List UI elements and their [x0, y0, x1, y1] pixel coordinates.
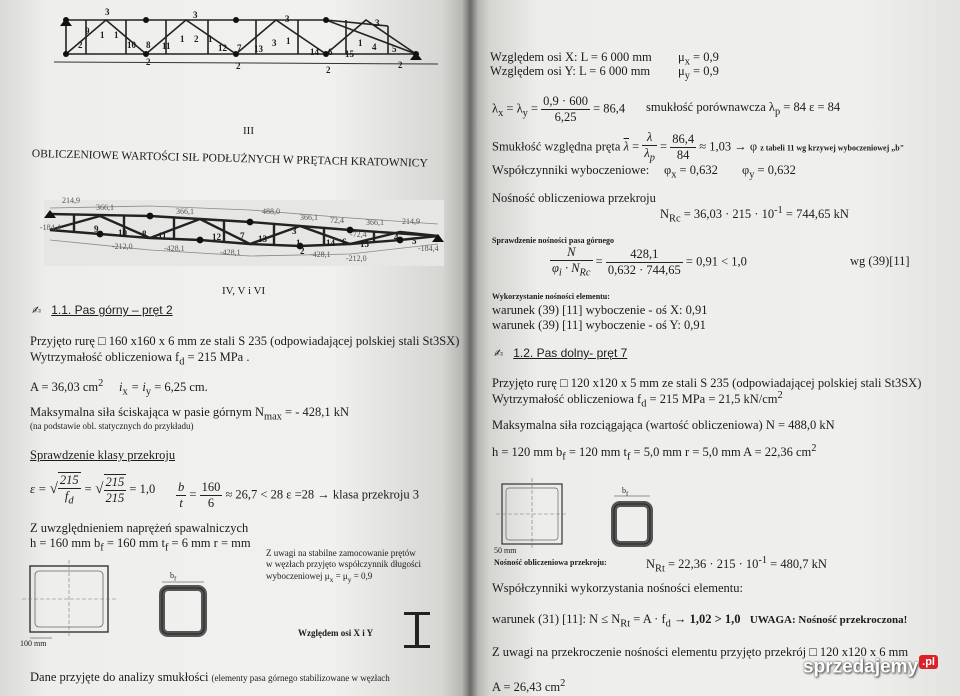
- exceed-line: Z uwagi na przekroczenie nośności elementu przyjęto przekrój □ 120 x120 x 6 mm: [492, 645, 909, 659]
- area-line-2: A = 26,43 $cm^2$: [492, 678, 566, 695]
- nrt-formula: $N_{Rt} = 22,36 \cdot 215 \cdot 10^{-1} = 480,7$ kN: [646, 555, 827, 575]
- force-label: 366,1: [300, 213, 318, 222]
- member-label: 12: [212, 232, 221, 242]
- truss1-bottom-label: 2: [146, 57, 151, 67]
- truss1-web-label: 1: [114, 30, 119, 40]
- truss1-web-label: 4: [372, 42, 377, 52]
- phi-x: $\varphi_x = 0,632$: [664, 163, 718, 181]
- force-label: -212,0: [346, 254, 367, 263]
- truss1-web-label: 1: [286, 36, 291, 46]
- member-label: 3: [292, 226, 297, 236]
- dims-line-2: h = 120 mm $b_f = 120$ mm $t_f = 5,0$ mm r = 5,0 mm A = 22,36 $cm^2$: [492, 443, 817, 463]
- truss1-top-label: 3: [105, 7, 110, 17]
- strength-line: Wytrzymałość obliczeniowa $f_d = 215$ MPa .: [30, 350, 250, 368]
- axis-x-line: Względem osi X: L = 6 000 mm: [490, 50, 652, 64]
- i-beam-icon: [402, 608, 432, 652]
- section-heading: ✍ 1.1. Pas górny – pręt 2: [32, 303, 173, 317]
- slenderness-data-line: Dane przyjęte do analizy smukłości (elementy pasa górnego stabilizowane w węzłach: [30, 670, 390, 684]
- check-formula: $\frac{N}{\varphi_i \cdot N_{Rc}}$ = $\frac{428,1}{0,632 \cdot 744,65}$ = 0,91 < 1,0: [552, 245, 747, 279]
- force-label: 366,1: [96, 203, 114, 212]
- force-label: -184,4: [40, 223, 61, 232]
- area-line: A = 36,03 $cm^2$ $i_x = i_y = 6,25$ cm.: [30, 378, 208, 398]
- member-label: 7: [240, 231, 245, 241]
- dims-line: h = 160 mm $b_f = 160$ mm $t_f = 6$ mm r = mm: [30, 536, 251, 554]
- truss1-web-label: 14: [310, 47, 319, 57]
- figure-caption: IV, V i VI: [222, 285, 266, 297]
- book-gutter: [462, 0, 478, 696]
- lambda-formula: $\lambda_x = \lambda_y$ = $\frac{0,9 \cdot 600}{6,25}$ = 86,4: [492, 94, 626, 124]
- force-label: -428,1: [220, 248, 241, 257]
- mu-x: $\mu_x = 0,9$: [678, 50, 719, 68]
- force-label: -184,4: [418, 244, 439, 253]
- usage-coefficients: Współczynniki wykorzystania nośności elementu:: [492, 581, 743, 595]
- capacity-label-2: Nośność obliczeniowa przekroju:: [494, 558, 607, 567]
- member-label: 4: [394, 232, 399, 242]
- left-page: [0, 0, 470, 696]
- square-tube-section-drawing-2: [496, 478, 568, 550]
- truss1-web-label: 15: [345, 49, 354, 59]
- force-label: 214,9: [62, 196, 80, 205]
- force-label: 366,1: [176, 207, 194, 216]
- force-label: -72,4: [350, 230, 367, 239]
- truss1-bottom-label: 2: [236, 61, 241, 71]
- welding-line: Z uwzględnieniem naprężeń spawalniczych: [30, 521, 249, 535]
- truss1-top-label: 3: [285, 14, 290, 24]
- dimension-label: 100 mm: [20, 639, 47, 648]
- max-force-note: (na podstawie obl. statycznych do przykładu): [30, 421, 194, 431]
- max-force-line: Maksymalna siła ściskająca w pasie górnym $N_{max}$ = - 428,1 kN: [30, 405, 350, 423]
- usage-x: warunek (39) [11] wyboczenie - oś X: 0,91: [492, 303, 708, 317]
- right-page: [470, 0, 960, 696]
- truss1-web-label: 2: [194, 34, 199, 44]
- epsilon-formula: ε = √ $\frac{215}{f_d}$ = √ $\frac{215}{215}$ = 1,0: [30, 473, 156, 507]
- force-label: -428,1: [164, 244, 185, 253]
- member-label: 1: [296, 238, 301, 248]
- truss1-web-label: 3: [272, 38, 277, 48]
- truss1-web-label: 1: [358, 38, 363, 48]
- stability-note: Z uwagi na stabilne zamocowanie prętów w węzłach przyjęto współczynnik długości wyboczeniowej $\mu_x = \mu_y = 0,9$: [266, 548, 421, 584]
- member-label: 15: [360, 239, 369, 249]
- dimension-label: $b_f$: [170, 571, 177, 583]
- truss1-web-label: 9: [85, 26, 90, 36]
- strength-line-2: Wytrzymałość obliczeniowa $f_d = 215$ MPa = 21,5 $kN/cm^2$: [492, 390, 783, 410]
- square-tube-section-drawing: [20, 560, 120, 644]
- force-label: 488,0: [262, 207, 280, 216]
- max-tension-line: Maksymalna siła rozciągająca (wartość obliczeniowa) N = 488,0 kN: [492, 418, 835, 432]
- dimension-label: 50 mm: [494, 546, 517, 555]
- check-reference: wg (39)[11]: [850, 254, 910, 268]
- truss1-web-label: 7: [237, 43, 242, 53]
- page-heading: OBLICZENIOWE WARTOŚCI SIŁ PODŁUŻNYCH W PRĘTACH KRATOWNICY: [31, 148, 428, 170]
- member-label: 13: [258, 234, 267, 244]
- truss1-web-label: 8: [146, 40, 151, 50]
- truss1-web-label: 6: [328, 47, 333, 57]
- buckling-coefficients: Współczynniki wyboczeniowe:: [492, 163, 650, 177]
- member-label: 5: [412, 236, 417, 246]
- member-label: 2: [300, 246, 305, 256]
- member-label: 11: [158, 231, 167, 241]
- member-label: 9: [94, 224, 99, 234]
- pencil-icon: ✍: [494, 348, 504, 360]
- truss1-web-label: 1: [208, 34, 213, 44]
- pencil-icon: ✍: [32, 305, 42, 317]
- usage-heading: Wykorzystanie nośności elementu:: [492, 292, 610, 301]
- member-label: 6: [342, 237, 347, 247]
- comparative-slenderness: smukłość porównawcza $\lambda_p = 84$ ε = 84: [646, 100, 841, 118]
- usage-y: warunek (39) [11] wyboczenie - oś Y: 0,91: [492, 318, 706, 332]
- figure-caption: III: [243, 125, 254, 137]
- truss1-web-label: 11: [162, 41, 171, 51]
- check-heading: Sprawdzenie nośności pasa górnego: [492, 236, 615, 245]
- tube-paragraph: Przyjęto rurę □ 160 x160 x 6 mm ze stali S 235 (odpowiadającej polskiej stali St3SX): [30, 334, 460, 348]
- truss1-web-label: 1: [180, 34, 185, 44]
- capacity-label: Nośność obliczeniowa przekroju: [492, 191, 656, 205]
- truss1-top-label: 3: [375, 18, 380, 28]
- member-label: 10: [118, 228, 127, 238]
- truss1-bottom-label: 2: [398, 60, 403, 70]
- truss1-web-label: 5: [392, 44, 397, 54]
- nrc-formula: $N_{Rc} = 36,03 \cdot 215 \cdot 10^{-1} = 744,65$ kN: [660, 205, 849, 225]
- tube-paragraph-2: Przyjęto rurę □ 120 x120 x 5 mm ze stali S 235 (odpowiadającej polskiej stali St3SX): [492, 376, 922, 390]
- truss1-bottom-label: 2: [326, 65, 331, 75]
- truss1-bottom-label: 2: [78, 40, 83, 50]
- slenderness-formula: $\frac{b}{t}$ = $\frac{160}{6}$ ≈ 26,7 < 28 ε =28 → klasa przekroju 3: [178, 480, 419, 510]
- member-label: 8: [142, 229, 147, 239]
- truss1-web-label: 12: [218, 43, 227, 53]
- force-label: -212,0: [112, 242, 133, 251]
- force-label: 366,1: [366, 218, 384, 227]
- section-heading: ✍ 1.2. Pas dolny- pręt 7: [494, 346, 628, 360]
- rounded-tube-section-drawing: [156, 578, 216, 640]
- truss1-top-label: 3: [193, 10, 198, 20]
- force-label: 214,9: [402, 217, 420, 226]
- truss1-web-label: 10: [127, 40, 136, 50]
- axis-y-line: Względem osi Y: L = 6 000 mm: [490, 64, 651, 78]
- force-label: -428,1: [310, 250, 331, 259]
- phi-y: $\varphi_y = 0,632$: [742, 163, 796, 181]
- truss1-web-label: 13: [254, 44, 263, 54]
- force-label: 72,4: [330, 216, 344, 225]
- truss1-web-label: 1: [100, 30, 105, 40]
- watermark-logo: sprzedajemy .pl: [803, 655, 938, 678]
- class-heading: Sprawdzenie klasy przekroju: [30, 448, 176, 462]
- dimension-label: $b_f$: [622, 486, 629, 498]
- mu-y: $\mu_y = 0,9$: [678, 64, 719, 82]
- member-label: 14: [326, 238, 335, 248]
- condition-31: warunek (31) [11]: $N \le N_{Rt} = A \cdot f_d \to 1,02 > 1,0$ UWAGA: Nośność przekroczona!: [492, 612, 908, 630]
- relative-slenderness: Smukłość względna pręta $\overline{\lambda}$ = $\frac{\lambda}{\lambda_p}$ = $\frac{86,4}{84}$ ≈ 1,03 → φ z tabeli 11 wg krzywej wyboczeniowej „b": [492, 130, 905, 164]
- axis-label: Względem osi X i Y: [298, 628, 374, 638]
- rounded-tube-section-drawing-2: [608, 492, 658, 550]
